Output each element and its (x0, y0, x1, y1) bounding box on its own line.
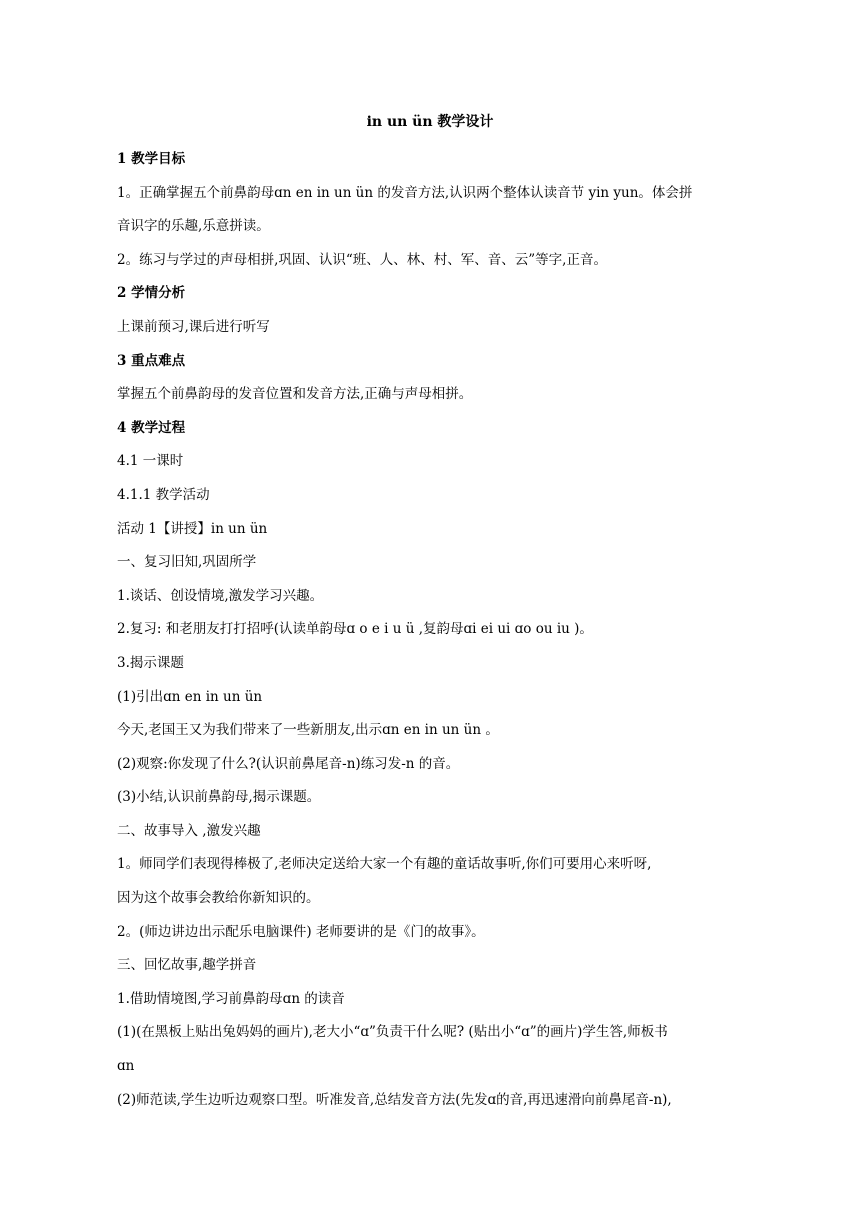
section-heading: 1 教学目标 (117, 151, 186, 167)
document-body (117, 143, 737, 1117)
paragraph-line: 三、回忆故事,趣学拼音 (117, 957, 257, 974)
document-title: in un ün 教学设计 (366, 114, 494, 130)
paragraph-line: (3)小结,认识前鼻韵母,揭示课题。 (117, 789, 321, 806)
paragraph-line: (2)观察:你发现了什么?(认识前鼻尾音-n)练习发-n 的音。 (117, 755, 460, 772)
paragraph-line: 3.揭示课题 (117, 654, 184, 671)
paragraph-line: 1。正确掌握五个前鼻韵母ɑn en in un ün 的发音方法,认识两个整体认读音节 yin yun。体会拼 (117, 184, 693, 201)
paragraph-line: 因为这个故事会教给你新知识的。 (117, 890, 320, 907)
paragraph-line: ɑn (117, 1058, 135, 1075)
paragraph-line: 1.借助情境图,学习前鼻韵母ɑn 的读音 (117, 990, 345, 1007)
paragraph-line: 1。师同学们表现得棒极了,老师决定送给大家一个有趣的童话故事听,你们可要用心来听呀, (117, 856, 652, 873)
paragraph-line: 掌握五个前鼻韵母的发音位置和发音方法,正确与声母相拼。 (117, 386, 473, 403)
section-heading: 2 学情分析 (117, 285, 186, 302)
section-heading: 4 教学过程 (117, 419, 186, 436)
paragraph-line: (1)引出ɑn en in un ün (117, 688, 263, 705)
paragraph-line: 2。练习与学过的声母相拼,巩固、认识“班、人、林、村、军、音、云”等字,正音。 (117, 251, 607, 268)
section-heading: 3 重点难点 (117, 352, 186, 369)
paragraph-line: 音识字的乐趣,乐意拼读。 (117, 218, 270, 235)
paragraph-line: 2.复习: 和老朋友打打招呼(认读单韵母ɑ o e i u ü ,复韵母ɑi ei ui ɑo ou iu )。 (117, 621, 593, 638)
paragraph-line: (2)师范读,学生边听边观察口型。听准发音,总结发音方法(先发ɑ的音,再迅速滑向前鼻尾音-n), (117, 1091, 672, 1108)
paragraph-line: 1.谈话、创设情境,激发学习兴趣。 (117, 587, 324, 604)
paragraph-line: 活动 1【讲授】in un ün (117, 520, 268, 537)
paragraph-line: 4.1 一课时 (117, 453, 184, 470)
paragraph-line: 上课前预习,课后进行听写 (117, 318, 270, 335)
paragraph-line: 2。(师边讲边出示配乐电脑课件) 老师要讲的是《门的故事》。 (117, 923, 485, 940)
paragraph-line: 二、故事导入 ,激发兴趣 (117, 822, 261, 839)
paragraph-line: (1)(在黑板上贴出兔妈妈的画片),老大小“ɑ”负责干什么呢? (贴出小“ɑ”的画片)学生答,师板书 (117, 1024, 668, 1041)
paragraph-line: 今天,老国王又为我们带来了一些新朋友,出示ɑn en in un ün 。 (117, 722, 499, 739)
paragraph-line: 4.1.1 教学活动 (117, 486, 210, 503)
paragraph-line: 一、复习旧知,巩固所学 (117, 554, 257, 571)
